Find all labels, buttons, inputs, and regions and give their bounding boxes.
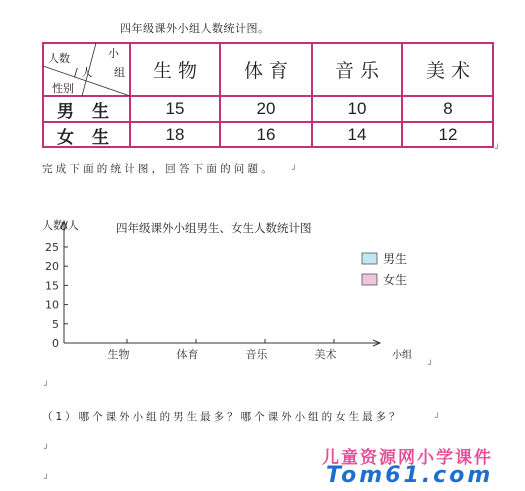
page-title: 四年级课外小组人数统计图。 [120, 22, 270, 35]
paragraph-mark: ┘ [44, 474, 49, 483]
data-table [42, 42, 494, 148]
table-cell: 18 [165, 125, 185, 144]
y-axis-label: 人数/人 [42, 219, 79, 232]
paragraph-mark: ┘ [428, 360, 433, 369]
legend-label: 男生 [383, 252, 408, 266]
table-cell: 15 [165, 99, 185, 118]
row-header-girls: 女 生 [57, 127, 115, 148]
x-axis-label: 小组 [392, 350, 412, 361]
paragraph-mark: ┘ [495, 144, 500, 153]
legend-label: 女生 [383, 273, 408, 287]
x-tick-label: 生物 [107, 348, 130, 361]
y-tick-label: 10 [45, 298, 59, 312]
chart-title: 四年级课外小组男生、女生人数统计图 [116, 221, 312, 235]
table-cell: 16 [256, 125, 276, 144]
table-cell: 20 [256, 99, 276, 118]
paragraph-mark: ┘ [292, 165, 297, 174]
legend-swatch [362, 253, 377, 264]
col-header: 美 术 [425, 59, 471, 82]
table-cell: 10 [347, 99, 367, 118]
paragraph-mark: ┘ [435, 413, 440, 422]
paragraph-mark: ┘ [44, 381, 49, 390]
watermark-line2: Tom61.com [326, 463, 494, 488]
y-tick-label: 25 [45, 241, 59, 254]
paragraph-mark: ┘ [44, 444, 49, 453]
x-tick-label: 体育 [176, 348, 199, 361]
x-tick-label: 美术 [314, 348, 337, 361]
x-tick-label: 音乐 [245, 348, 268, 361]
col-header: 音 乐 [334, 59, 380, 82]
table-cell: 8 [443, 99, 453, 118]
col-header: 生 物 [152, 59, 198, 82]
corner-right: 组 [114, 66, 125, 79]
y-tick-label: 5 [52, 317, 59, 331]
chart-canvas [40, 215, 440, 365]
y-tick-label: 20 [45, 260, 59, 274]
table-cell: 14 [347, 125, 367, 144]
table-cell: 12 [438, 125, 458, 144]
col-header: 体 育 [243, 59, 289, 82]
corner-mid: / 人 [74, 66, 93, 79]
corner-top: 小 [108, 47, 119, 60]
y-tick-label: 15 [45, 279, 59, 293]
row-header-boys: 男 生 [57, 101, 115, 122]
corner-left: 人数 [48, 52, 70, 65]
corner-bottom: 性别 [52, 82, 74, 95]
y-tick-label: 0 [52, 337, 59, 350]
bar-chart [40, 215, 440, 365]
legend-swatch [362, 274, 377, 285]
question-1: （1）哪个课外小组的男生最多？哪个课外小组的女生最多？ [42, 411, 403, 423]
watermark-line1: 儿童资源网小学课件 [322, 448, 493, 468]
instruction-text: 完成下面的统计图，回答下面的问题。 [42, 163, 275, 175]
